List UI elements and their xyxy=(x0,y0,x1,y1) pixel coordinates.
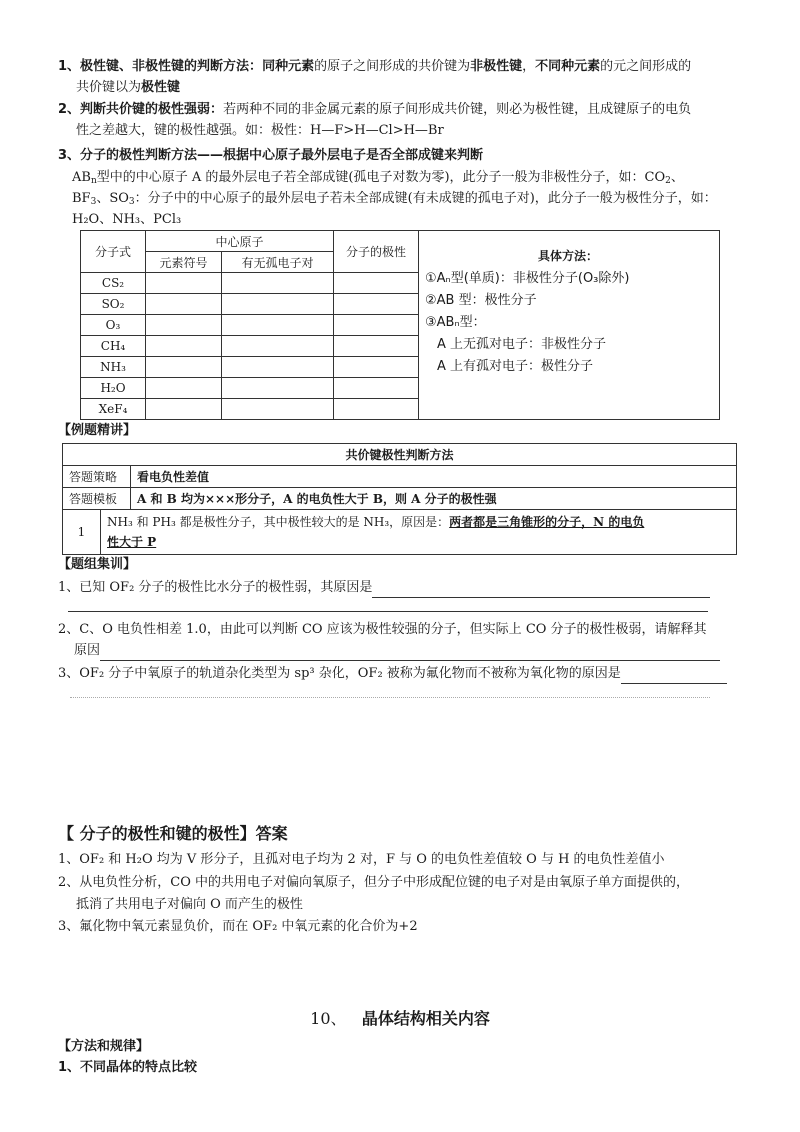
example-answer: 两者都是三角锥形的分子，N 的电负 xyxy=(449,515,645,529)
point-1-text-3: 共价键以为 xyxy=(76,80,142,95)
so3-sub: 3 xyxy=(128,197,135,207)
example-content xyxy=(101,510,737,555)
practice-q3 xyxy=(58,664,748,684)
abn-sub: n xyxy=(90,176,97,186)
q1-answer-blank-2[interactable] xyxy=(68,597,708,612)
template-label: 答题模板 xyxy=(63,488,131,510)
different-element-text: 不同种元素 xyxy=(535,59,601,74)
lone-pair-blank[interactable] xyxy=(222,399,334,420)
point-3-line-2 xyxy=(72,189,748,212)
header-formula: 分子式 xyxy=(81,231,146,273)
example-num: 1 xyxy=(63,510,101,555)
molecule-cell: NH₃ xyxy=(81,357,146,378)
q2-text-2: 原因 xyxy=(74,643,101,658)
so-text: 、SO xyxy=(96,191,129,206)
point-3-line-1 xyxy=(72,168,748,191)
q3-answer-dotted-line[interactable] xyxy=(70,697,710,698)
method-4: A 上无孤对电子：非极性分子 xyxy=(437,337,607,352)
template-value: A 和 B 均为×××形分子，A 的电负性大于 B，则 A 分子的极性强 xyxy=(131,488,737,510)
section-10-title: 晶体结构相关内容 xyxy=(361,1009,490,1028)
point-3-line-3 xyxy=(72,210,748,230)
q2-answer-blank[interactable] xyxy=(100,646,720,661)
point-2-cont xyxy=(76,121,748,141)
molecule-cell: H₂O xyxy=(81,378,146,399)
lone-pair-blank[interactable] xyxy=(222,294,334,315)
method-title: 具体方法： xyxy=(537,249,598,263)
example-header: 【例题精讲】 xyxy=(58,423,137,438)
lone-pair-blank[interactable] xyxy=(222,336,334,357)
bf-text: BF xyxy=(72,191,91,206)
abn-text: AB xyxy=(72,170,91,185)
point-2-num: 2、 xyxy=(58,102,81,117)
method-5: A 上有孤对电子：极性分子 xyxy=(437,359,594,374)
practice-header: 【题组集训】 xyxy=(58,557,137,572)
section-10-heading xyxy=(0,1008,800,1030)
q1-answer-blank[interactable] xyxy=(372,583,710,598)
polarity-blank[interactable] xyxy=(334,378,419,399)
molecule-cell: CH₄ xyxy=(81,336,146,357)
polarity-blank[interactable] xyxy=(334,336,419,357)
polarity-blank[interactable] xyxy=(334,273,419,294)
answer-1: 1、OF₂ 和 H₂O 均为 V 形分子，且孤对电子均为 2 对，F 与 O 的电负性差值较 O 与 H 的电负性差值小 xyxy=(58,852,665,867)
point-3-text-1: 型中的中心原子 A 的最外层电子若全部成键(孤电子对数为零)，此分子一般为非极性分子，如：CO xyxy=(96,170,666,185)
polarity-blank[interactable] xyxy=(334,357,419,378)
lone-pair-blank[interactable] xyxy=(222,315,334,336)
point-2-title: 判断共价键的极性强弱： xyxy=(80,102,224,117)
point-3-examples: H₂O、NH₃、PCl₃ xyxy=(72,212,182,227)
example-question: NH₃ 和 PH₃ 都是极性分子，其中极性较大的是 NH₃，原因是： xyxy=(107,515,450,529)
sep: 、 xyxy=(670,170,684,185)
method-1: ①Aₙ型(单质)：非极性分子(O₃除外) xyxy=(425,271,630,286)
method-3: ③ABₙ型： xyxy=(425,315,486,330)
point-2-text-2: 性之差越大，键的极性越强。如：极性：H—F>H—Cl>H—Br xyxy=(76,123,444,138)
point-3-text-2: ：分子中的中心原子的最外层电子若未全部成键(有未成键的孤电子对)，此分子一般为极性分子，如： xyxy=(134,191,717,206)
strategy-label: 答题策略 xyxy=(63,466,131,488)
header-polarity: 分子的极性 xyxy=(334,231,419,273)
point-1-text-2: 的元之间形成的 xyxy=(600,59,692,74)
point-1-text: 的原子之间形成的共价键为 xyxy=(314,59,471,74)
lone-pair-blank[interactable] xyxy=(222,273,334,294)
symbol-blank[interactable] xyxy=(146,399,222,420)
point-1 xyxy=(58,57,748,77)
answer-3: 3、氟化物中氧元素显负价，而在 OF₂ 中氧元素的化合价为+2 xyxy=(58,919,418,934)
molecule-cell: XeF₄ xyxy=(81,399,146,420)
practice-q1 xyxy=(58,578,748,598)
polarity-blank[interactable] xyxy=(334,399,419,420)
point-1-num: 1、 xyxy=(58,59,81,74)
point-3 xyxy=(58,146,748,166)
q1-text: 1、已知 OF₂ 分子的极性比水分子的极性弱，其原因是 xyxy=(58,580,373,595)
practice-q2 xyxy=(58,620,748,640)
molecule-cell: CS₂ xyxy=(81,273,146,294)
q2-text: 2、C、O 电负性相差 1.0，由此可以判断 CO 应该为极性较强的分子，但实际上 CO 分子的极性极弱，请解释其 xyxy=(58,622,707,637)
symbol-blank[interactable] xyxy=(146,315,222,336)
method-cell xyxy=(419,231,720,420)
example-table xyxy=(62,443,737,555)
q3-text: 3、OF₂ 分子中氧原子的轨道杂化类型为 sp³ 杂化，OF₂ 被称为氟化物而不被称为氧化物的原因是 xyxy=(58,666,621,681)
point-1-title: 极性键、非极性键的判断方法： xyxy=(80,59,263,74)
methods-header: 【方法和规律】 xyxy=(58,1039,150,1054)
practice-q2-cont xyxy=(74,641,748,661)
comma: ， xyxy=(522,59,536,74)
section-10-num: 10、 xyxy=(310,1009,347,1028)
point-1-cont xyxy=(76,78,748,98)
answer-2: 2、从电负性分析，CO 中的共用电子对偏向氧原子，但分子中形成配位键的电子对是由氧原子单方面提供的， xyxy=(58,875,690,890)
crystal-item-1: 1、不同晶体的特点比较 xyxy=(58,1060,198,1075)
molecule-polarity-table xyxy=(80,230,720,420)
header-lone-pair: 有无孤电子对 xyxy=(222,252,334,273)
symbol-blank[interactable] xyxy=(146,357,222,378)
symbol-blank[interactable] xyxy=(146,336,222,357)
molecule-cell: SO₂ xyxy=(81,294,146,315)
co2-sub: 2 xyxy=(665,176,671,186)
polarity-blank[interactable] xyxy=(334,294,419,315)
molecule-cell: O₃ xyxy=(81,315,146,336)
answer-2-cont: 抵消了共用电子对偏向 O 而产生的极性 xyxy=(76,897,303,912)
lone-pair-blank[interactable] xyxy=(222,357,334,378)
q3-answer-blank[interactable] xyxy=(621,669,727,684)
answer-title: 【 分子的极性和键的极性】答案 xyxy=(58,824,288,843)
polar-bond-text: 极性键 xyxy=(141,80,181,95)
bf3-sub: 3 xyxy=(90,197,97,207)
lone-pair-blank[interactable] xyxy=(222,378,334,399)
example-table-title: 共价键极性判断方法 xyxy=(63,444,737,466)
symbol-blank[interactable] xyxy=(146,378,222,399)
same-element-text: 同种元素 xyxy=(262,59,315,74)
header-center-atom: 中心原子 xyxy=(146,231,334,252)
symbol-blank[interactable] xyxy=(146,273,222,294)
polarity-blank[interactable] xyxy=(334,315,419,336)
header-element-symbol: 元素符号 xyxy=(146,252,222,273)
point-2-text: 若两种不同的非金属元素的原子间形成共价键，则必为极性键，且成键原子的电负 xyxy=(223,102,692,117)
point-3-num: 3、 xyxy=(58,148,81,163)
method-2: ②AB 型：极性分子 xyxy=(425,293,537,308)
point-3-title: 分子的极性判断方法——根据中心原子最外层电子是否全部成键来判断 xyxy=(80,148,484,163)
strategy-value: 看电负性差值 xyxy=(131,466,737,488)
point-2 xyxy=(58,100,748,120)
nonpolar-bond-text: 非极性键 xyxy=(470,59,523,74)
symbol-blank[interactable] xyxy=(146,294,222,315)
example-answer-2: 性大于 P xyxy=(107,535,157,549)
